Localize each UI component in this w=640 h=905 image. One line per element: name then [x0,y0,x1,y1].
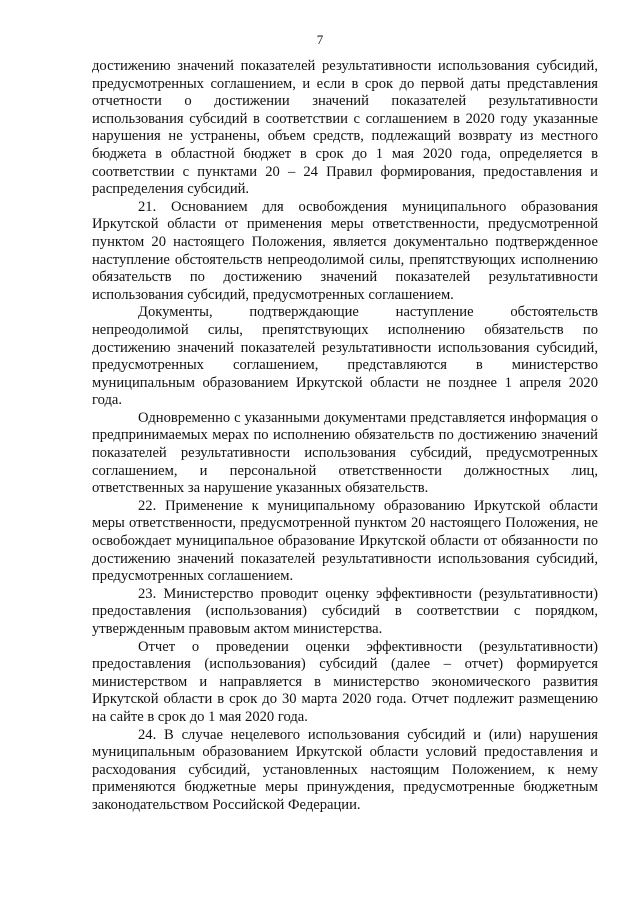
paragraph-report: Отчет о проведении оценки эффективности (результативности) предоставления (использования) субсидий (далее – отчет) формируется министерством и направляется в министерство экономического развития Иркутской области в срок до 30 марта 2020 года. Отчет подлежит размещению на сайте в срок до 1 мая 2020 года. [92,638,598,725]
paragraph-item-21: 21. Основанием для освобождения муниципального образования Иркутской области от применения меры ответственности, предусмотренной пунктом 20 настоящего Положения, является документально подтвержденное наступление обстоятельств непреодолимой силы, препятствующих исполнению обязательств по достижению значений показателей результативности использования субсидий, предусмотренных соглашением. [92,198,598,303]
paragraph-item-24: 24. В случае нецелевого использования субсидий и (или) нарушения муниципальным образованием Иркутской области условий предоставления и расходования субсидий, установленных настоящим Положением, к нему применяются бюджетные меры принуждения, предусмотренные бюджетным законодательством Российской Федерации. [92,726,598,813]
paragraph-simultaneously: Одновременно с указанными документами представляется информация о предпринимаемых мерах по исполнению обязательств по достижению значений показателей результативности использования субсидий, предусмотренных соглашением, и персональной ответственности должностных лиц, ответственных за нарушение указанных обязательств. [92,409,598,497]
paragraph-continuation: достижению значений показателей результативности использования субсидий, предусмотренных соглашением, и если в срок до первой даты представления отчетности о достижении значений показателей результативности использования субсидий в соответствии с соглашением в 2020 году указанные нарушения не устранены, объем средств, подлежащий возврату из местного бюджета в областной бюджет в срок до 1 мая 2020 года, определяется в соответствии с пунктами 20 – 24 Правил формирования, предоставления и распределения субсидий. [92,58,598,198]
paragraph-item-22: 22. Применение к муниципальному образованию Иркутской области меры ответственности, предусмотренной пунктом 20 настоящего Положения, не освобождает муниципальное образование Иркутской области от обязанности по достижению значений показателей результативности использования субсидий, предусмотренных соглашением. [92,497,598,585]
paragraph-item-23: 23. Министерство проводит оценку эффективности (результативности) предоставления (использования) субсидий в соответствии с порядком, утвержденным правовым актом министерства. [92,585,598,637]
paragraph-documents: Документы, подтверждающие наступление обстоятельств непреодолимой силы, препятствующих исполнению обязательств по достижению значений показателей результативности использования субсидий, предусмотренных соглашением, представляются в министерство муниципальным образованием Иркутской области не позднее 1 апреля 2020 года. [92,304,598,409]
document-body [92,58,598,815]
page-number: 7 [316,32,324,47]
